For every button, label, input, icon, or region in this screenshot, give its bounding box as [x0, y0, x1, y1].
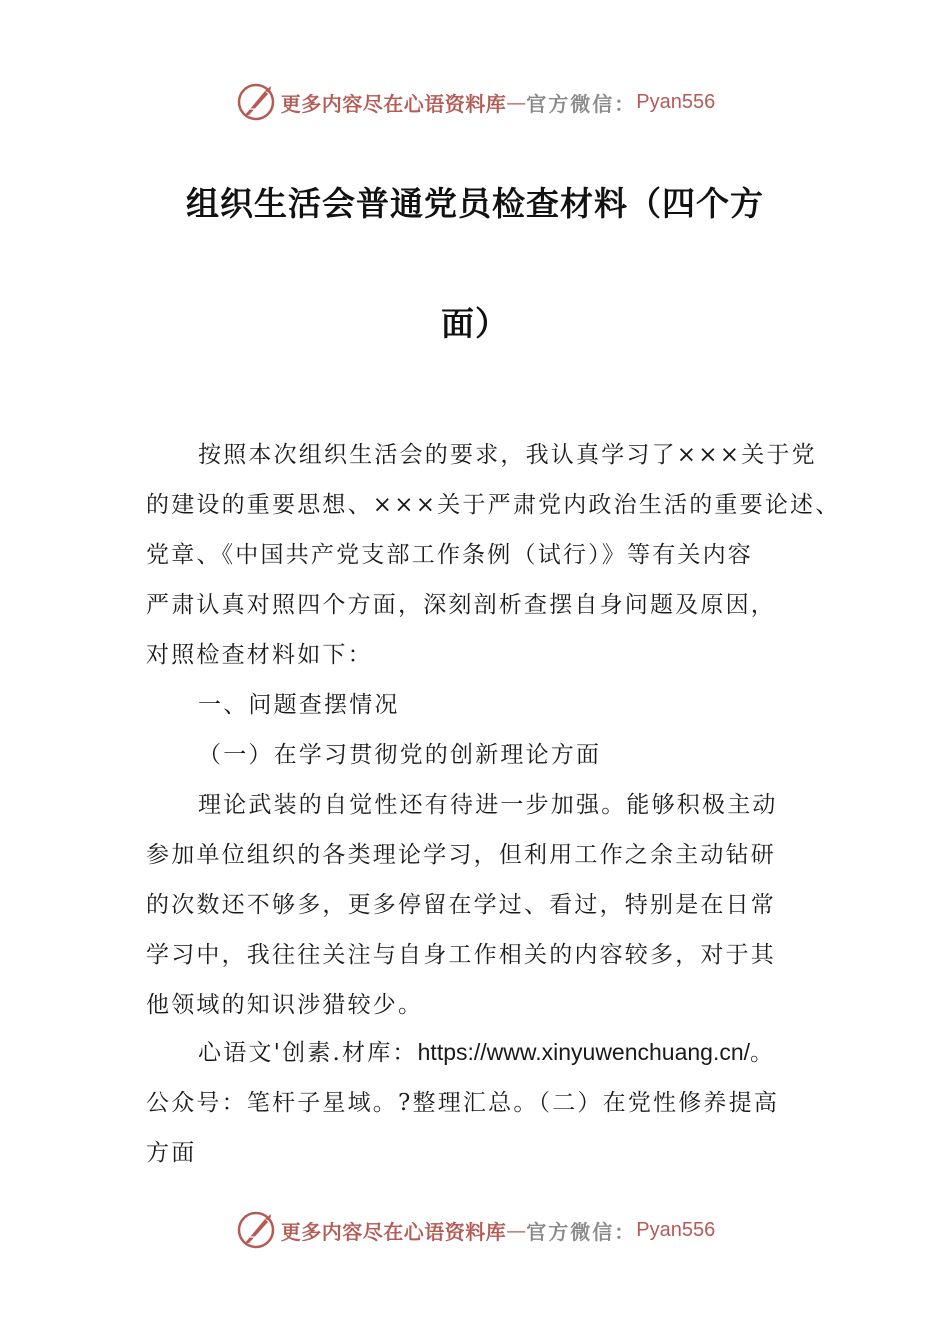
paragraph-1-line: 按照本次组织生活会的要求，我认真学习了×××关于党	[198, 442, 817, 468]
watermark-brand-text: 更多内容尽在心语资料库	[280, 91, 507, 116]
watermark-banner-top	[0, 80, 950, 124]
paragraph-2-line: 学习中，我往往关注与自身工作相关的内容较多，对于其	[146, 942, 776, 968]
watermark-wechat-id: Pyan556	[636, 1218, 716, 1241]
paragraph-2-line: 参加单位组织的各类理论学习，但利用工作之余主动钻研	[146, 842, 776, 868]
document-title-line-1: 组织生活会普通党员检查材料（四个方	[186, 184, 764, 223]
paragraph-3-line: 方面	[146, 1140, 197, 1166]
watermark-wechat-label: 官方微信：	[526, 1219, 637, 1244]
paragraph-2-line: 他领域的知识涉猎较少。	[146, 992, 424, 1018]
paragraph-1-line: 的建设的重要思想、×××关于严肃党内政治生活的重要论述、	[146, 492, 841, 518]
source-label: 心语文'创素.材库：	[198, 1040, 418, 1066]
section-heading: 一、问题查摆情况	[198, 692, 400, 718]
watermark-brand-text: 更多内容尽在心语资料库	[280, 1219, 507, 1244]
watermark-wechat-label: 官方微信：	[526, 91, 637, 116]
subsection-heading: （一）在学习贯彻党的创新理论方面	[198, 742, 602, 768]
paragraph-1-line: 严肃认真对照四个方面，深刻剖析查摆自身问题及原因，	[146, 592, 776, 618]
paragraph-3-line	[198, 1034, 775, 1067]
document-title-line-2: 面）	[441, 304, 509, 343]
watermark-banner-bottom	[0, 1208, 950, 1252]
watermark-dash: —	[506, 1218, 527, 1242]
source-url-link[interactable]: https://www.xinyuwenchuang.cn/	[417, 1039, 751, 1065]
quill-logo-icon	[235, 81, 277, 123]
watermark-wechat-id: Pyan556	[636, 90, 716, 113]
source-suffix: 。	[750, 1040, 776, 1066]
paragraph-1-line: 对照检查材料如下：	[146, 642, 373, 668]
paragraph-2-line: 理论武装的自觉性还有待进一步加强。能够积极主动	[198, 792, 778, 818]
paragraph-2-line: 的次数还不够多，更多停留在学过、看过，特别是在日常	[146, 892, 776, 918]
quill-logo-icon	[235, 1209, 277, 1251]
paragraph-3-line: 公众号：笔杆子星域。?整理汇总。（二）在党性修养提高	[146, 1090, 780, 1116]
watermark-dash: —	[506, 90, 527, 114]
paragraph-1-line: 党章、《中国共产党支部工作条例（试行）》等有关内容	[146, 542, 753, 568]
